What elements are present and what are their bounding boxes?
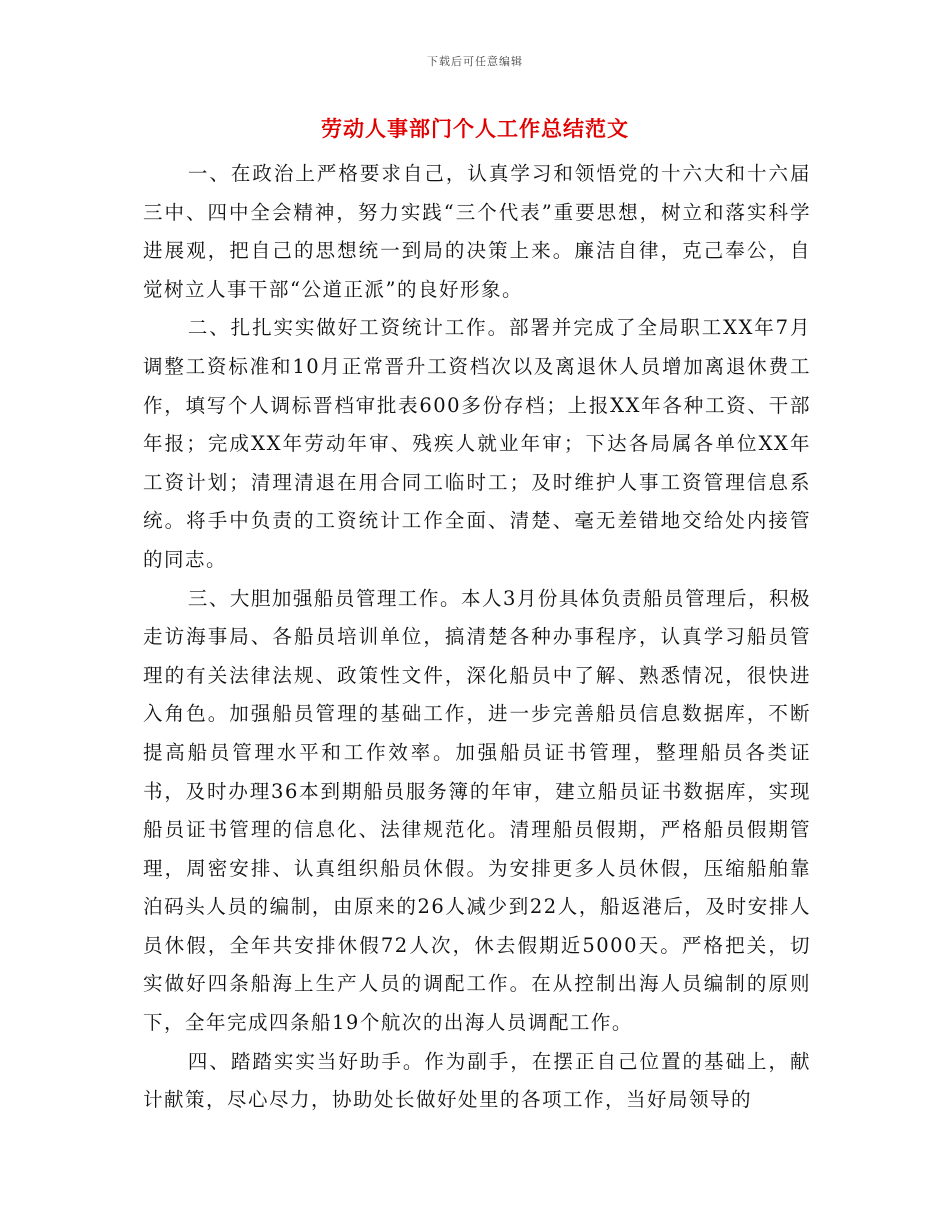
paragraph-4: 四、踏踏实实当好助手。作为副手，在摆正自己位置的基础上，献计献策，尽心尽力，协助处长做好处里的各项工作，当好局领导的 [143,1049,811,1112]
document-title: 劳动人事部门个人工作总结范文 [321,116,629,141]
document-body [143,155,811,1120]
header-note: 下载后可任意编辑 [427,55,523,68]
paragraph-2: 二、扎扎实实做好工资统计工作。部署并完成了全局职工XX年7月调整工资标准和10月正常晋升工资档次以及离退休人员增加离退休费工作，填写个人调标晋档审批表600多份存档；上报XX年各种工资、干部年报；完成XX年劳动年审、残疾人就业年审；下达各局属各单位XX年工资计划；清理清退在用合同工临时工；及时维护人事工资管理信息系统。将手中负责的工资统计工作全面、清楚、毫无差错地交给处内接管的同志。 [143,316,811,571]
paragraph-1: 一、在政治上严格要求自己，认真学习和领悟党的十六大和十六届三中、四中全会精神，努力实践“三个代表”重要思想，树立和落实科学进展观，把自己的思想统一到局的决策上来。廉洁自律，克己奉公，自觉树立人事干部“公道正派”的良好形象。 [143,162,811,301]
paragraph-3: 三、大胆加强船员管理工作。本人3月份具体负责船员管理后，积极走访海事局、各船员培训单位，搞清楚各种办事程序，认真学习船员管理的有关法律法规、政策性文件，深化船员中了解、熟悉情况，很快进入角色。加强船员管理的基础工作，进一步完善船员信息数据库，不断提高船员管理水平和工作效率。加强船员证书管理，整理船员各类证书，及时办理36本到期船员服务簿的年审，建立船员证书数据库，实现船员证书管理的信息化、法律规范化。清理船员假期，严格船员假期管理，周密安排、认真组织船员休假。为安排更多人员休假，压缩船舶靠泊码头人员的编制，由原来的26人减少到22人，船返港后，及时安排人员休假，全年共安排休假72人次，休去假期近5000天。严格把关，切实做好四条船海上生产人员的调配工作。在从控制出海人员编制的原则下，全年完成四条船19个航次的出海人员调配工作。 [143,586,811,1035]
